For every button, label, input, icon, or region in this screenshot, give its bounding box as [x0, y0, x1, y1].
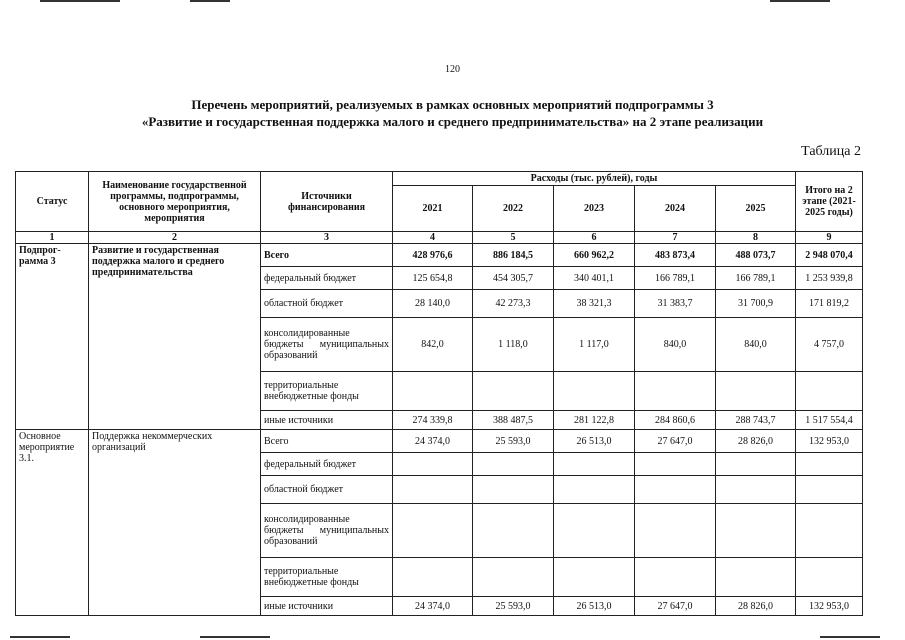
scan-edge-bottom — [820, 636, 880, 638]
value-cell: 166 789,1 — [716, 267, 796, 290]
source-cell: иные источники — [261, 411, 393, 430]
header-expenses: Расходы (тыс. рублей), годы — [393, 172, 796, 186]
column-number: 8 — [716, 232, 796, 244]
value-cell — [716, 504, 796, 558]
value-cell — [554, 558, 635, 597]
column-number: 3 — [261, 232, 393, 244]
source-cell: консолидированные бюджеты муниципальных образований — [261, 504, 393, 558]
value-cell — [393, 558, 473, 597]
value-cell: 166 789,1 — [635, 267, 716, 290]
column-number: 5 — [473, 232, 554, 244]
value-cell: 38 321,3 — [554, 290, 635, 318]
column-number: 9 — [796, 232, 863, 244]
source-cell: территориальные внебюджетные фонды — [261, 558, 393, 597]
measure-name: Поддержка некоммерческих организаций — [89, 430, 261, 616]
column-numbers — [16, 232, 863, 244]
scan-edge-top — [770, 0, 830, 2]
value-cell: 483 873,4 — [635, 244, 716, 267]
value-cell: 24 374,0 — [393, 430, 473, 453]
value-cell: 428 976,6 — [393, 244, 473, 267]
value-cell: 26 513,0 — [554, 430, 635, 453]
table-body — [16, 244, 863, 616]
status-cell: Основное мероприятие 3.1. — [16, 430, 89, 616]
value-cell — [554, 476, 635, 504]
measure-name: Развитие и государственная поддержка малого и среднего предпринимательства — [89, 244, 261, 430]
value-cell: 660 962,2 — [554, 244, 635, 267]
scan-edge-bottom — [200, 636, 270, 638]
total-cell — [796, 476, 863, 504]
column-number: 7 — [635, 232, 716, 244]
value-cell — [473, 504, 554, 558]
total-cell: 4 757,0 — [796, 318, 863, 372]
value-cell — [473, 476, 554, 504]
scan-edge-top — [40, 0, 120, 2]
value-cell: 454 305,7 — [473, 267, 554, 290]
value-cell — [635, 372, 716, 411]
value-cell — [635, 558, 716, 597]
value-cell: 274 339,8 — [393, 411, 473, 430]
value-cell: 31 383,7 — [635, 290, 716, 318]
value-cell: 25 593,0 — [473, 430, 554, 453]
table-header — [16, 172, 863, 244]
table-row — [16, 244, 863, 267]
title-line-1: Перечень мероприятий, реализуемых в рамках основных мероприятий подпрограммы 3 — [191, 97, 714, 112]
header-status: Статус — [16, 172, 89, 232]
total-cell — [796, 372, 863, 411]
value-cell — [554, 372, 635, 411]
value-cell: 1 118,0 — [473, 318, 554, 372]
value-cell: 31 700,9 — [716, 290, 796, 318]
title-line-2: «Развитие и государственная поддержка малого и среднего предпринимательства» на 2 этапе реализации — [141, 114, 764, 129]
total-cell — [796, 504, 863, 558]
page-number: 120 — [445, 64, 460, 75]
table-row — [16, 430, 863, 453]
value-cell: 26 513,0 — [554, 597, 635, 616]
total-cell: 1 253 939,8 — [796, 267, 863, 290]
value-cell — [635, 453, 716, 476]
value-cell — [393, 476, 473, 504]
total-cell: 2 948 070,4 — [796, 244, 863, 267]
value-cell — [393, 372, 473, 411]
header-total: Итого на 2 этапе (2021-2025 годы) — [796, 172, 863, 232]
value-cell — [716, 558, 796, 597]
source-cell: областной бюджет — [261, 290, 393, 318]
source-cell: федеральный бюджет — [261, 453, 393, 476]
total-cell: 171 819,2 — [796, 290, 863, 318]
value-cell — [473, 558, 554, 597]
header-year: 2024 — [635, 186, 716, 232]
value-cell — [635, 476, 716, 504]
scan-edge-bottom — [10, 636, 70, 638]
value-cell: 340 401,1 — [554, 267, 635, 290]
page-title — [0, 96, 905, 130]
value-cell — [554, 504, 635, 558]
value-cell: 284 860,6 — [635, 411, 716, 430]
value-cell — [393, 504, 473, 558]
value-cell: 281 122,8 — [554, 411, 635, 430]
value-cell: 840,0 — [716, 318, 796, 372]
value-cell: 288 743,7 — [716, 411, 796, 430]
column-number: 2 — [89, 232, 261, 244]
status-cell: Подпрог-рамма 3 — [16, 244, 89, 430]
source-cell: федеральный бюджет — [261, 267, 393, 290]
value-cell: 886 184,5 — [473, 244, 554, 267]
value-cell: 27 647,0 — [635, 430, 716, 453]
column-number: 4 — [393, 232, 473, 244]
table-label: Таблица 2 — [801, 144, 861, 159]
value-cell: 24 374,0 — [393, 597, 473, 616]
source-cell: областной бюджет — [261, 476, 393, 504]
value-cell: 42 273,3 — [473, 290, 554, 318]
total-cell — [796, 453, 863, 476]
value-cell: 840,0 — [635, 318, 716, 372]
header-year: 2025 — [716, 186, 796, 232]
value-cell — [635, 504, 716, 558]
value-cell — [473, 453, 554, 476]
value-cell — [554, 453, 635, 476]
header-source: Источники финансирования — [261, 172, 393, 232]
column-number: 1 — [16, 232, 89, 244]
value-cell — [393, 453, 473, 476]
source-cell: иные источники — [261, 597, 393, 616]
value-cell: 488 073,7 — [716, 244, 796, 267]
column-number: 6 — [554, 232, 635, 244]
source-cell: консолидированные бюджеты муниципальных образований — [261, 318, 393, 372]
expenses-table — [15, 171, 863, 616]
value-cell: 388 487,5 — [473, 411, 554, 430]
source-cell: территориальные внебюджетные фонды — [261, 372, 393, 411]
source-cell: Всего — [261, 430, 393, 453]
value-cell — [716, 476, 796, 504]
value-cell: 28 140,0 — [393, 290, 473, 318]
header-year: 2021 — [393, 186, 473, 232]
value-cell: 28 826,0 — [716, 430, 796, 453]
value-cell — [473, 372, 554, 411]
header-year: 2022 — [473, 186, 554, 232]
value-cell: 842,0 — [393, 318, 473, 372]
header-name: Наименование государственной программы, подпрограммы, основного мероприятия, мероприятия — [89, 172, 261, 232]
total-cell: 1 517 554,4 — [796, 411, 863, 430]
header-year: 2023 — [554, 186, 635, 232]
total-cell — [796, 558, 863, 597]
value-cell — [716, 372, 796, 411]
value-cell — [716, 453, 796, 476]
source-cell: Всего — [261, 244, 393, 267]
value-cell: 1 117,0 — [554, 318, 635, 372]
value-cell: 25 593,0 — [473, 597, 554, 616]
scan-edge-top — [190, 0, 230, 2]
total-cell: 132 953,0 — [796, 430, 863, 453]
value-cell: 125 654,8 — [393, 267, 473, 290]
value-cell: 28 826,0 — [716, 597, 796, 616]
total-cell: 132 953,0 — [796, 597, 863, 616]
value-cell: 27 647,0 — [635, 597, 716, 616]
